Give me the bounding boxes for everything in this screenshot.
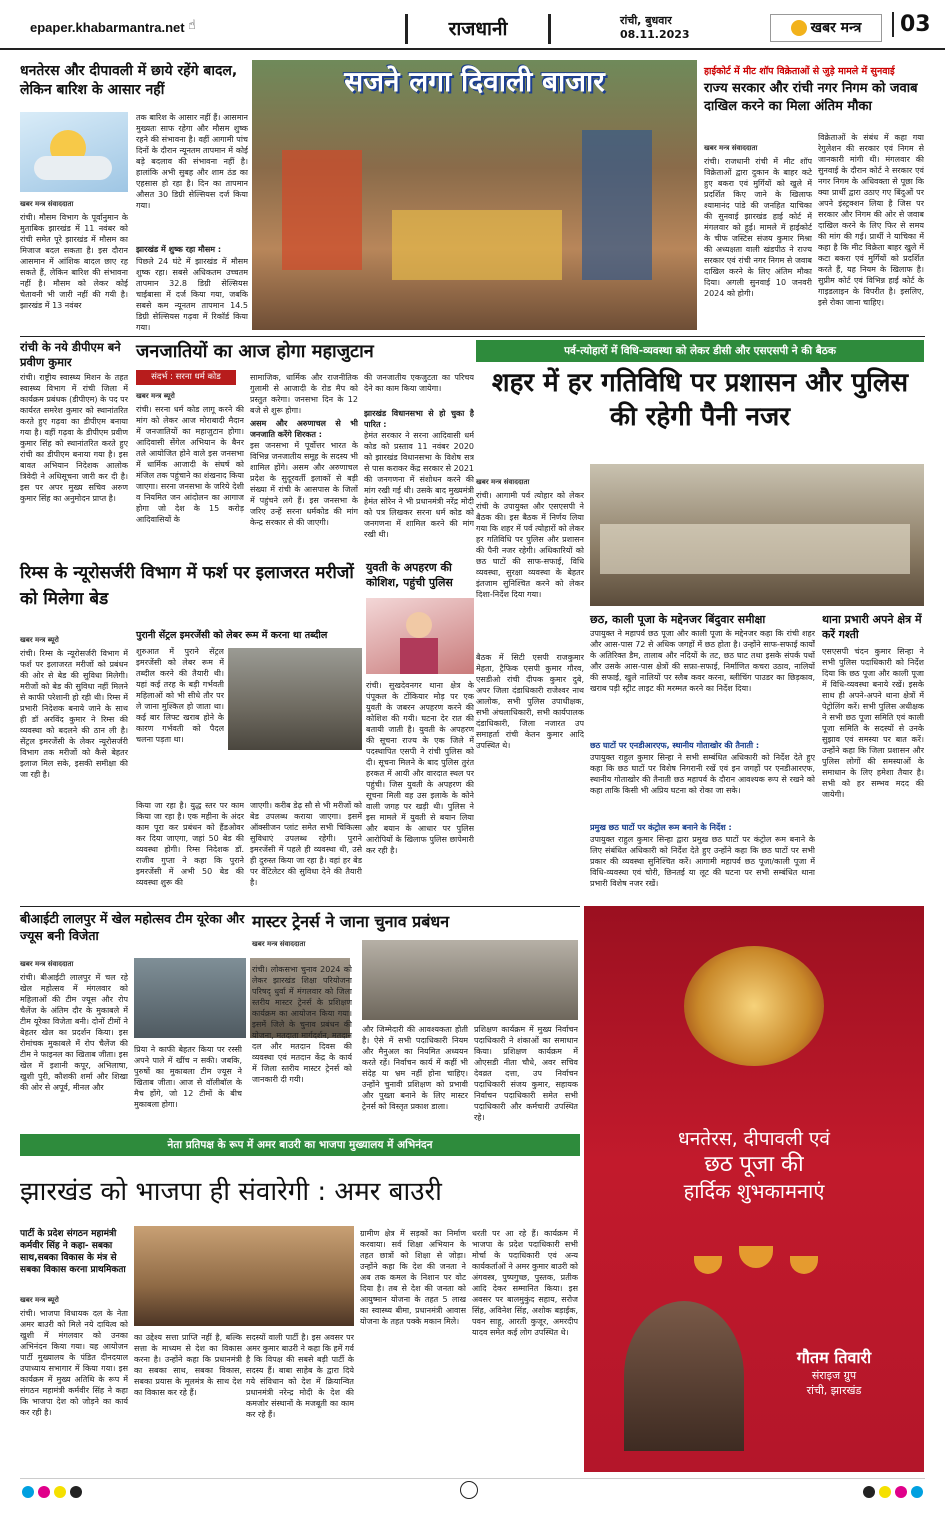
bauri-headline: झारखंड को भाजपा ही संवारेगी : अमर बाउरी bbox=[20, 1177, 442, 1207]
diya-icon bbox=[739, 1246, 773, 1268]
trainers-byline: खबर मन्त्र संवाददाता bbox=[252, 940, 306, 948]
weather-body-3: पिछले 24 घंटे में झारखंड में मौसम शुष्क रहा। सबसे अधिकतम उच्चतम तापमान 32.8 डिग्री सेल्सियस चाईबासा में दर्ज किया गया, जबकि सबसे कम न्यूनतम तापमान 14.5 डिग्री सेल्सियस गढ़वा में रिकॉर्ड किया गया। bbox=[136, 257, 248, 332]
masthead bbox=[0, 0, 945, 50]
tribal-byline: खबर मन्त्र ब्यूरो bbox=[136, 392, 175, 400]
bauri-photo bbox=[134, 1226, 354, 1326]
color-marks-left bbox=[20, 1483, 84, 1502]
bauri-body-3: सदस्यों वाली पार्टी है। इस अवसर पर अमर कुमार बाउरी ने कहा कि हमें गर्व है कि विपक्ष की सबसे बड़ी पार्टी के सदस्य हैं। बाबा साहेब के द्वारा दिये गये संविधान को देश में क्रियान्वित प्रधानमंत्री नरेन्द्र मोदी के देश की कमजोर संस्थानों के मजबूती का काम कर रहे हैं। bbox=[246, 1333, 354, 1419]
trainers-headline: मास्टर ट्रेनर्स ने जाना चुनाव प्रबंधन bbox=[252, 912, 450, 931]
divider bbox=[20, 336, 925, 337]
customer-figure bbox=[582, 130, 652, 280]
highcourt-headline: राज्य सरकार और रांची नगर निगम को जवाब दाखिल करने का मिला अंतिम मौका bbox=[704, 81, 918, 114]
rims-body-2: शुरुआत में पुराने सेंट्रल इमरजेंसी को लेबर रूम में तब्दील करने की तैयारी थी। यहां कई तरह के बड़ी गर्भवती महिलाओं को भी सीधे तौर पर ले जाना मुश्किल हो जाता था। कई बार लिफ्ट खराब होने के कारण गर्भवती को पैदल चलना पड़ता था। bbox=[136, 647, 224, 744]
tribal-tag: संदर्भ : सरना धर्म कोड bbox=[136, 370, 236, 385]
city-day: रांची, बुधवार bbox=[620, 14, 672, 27]
tribal-col-2: सामाजिक, धार्मिक और राजनीतिक गुलामी से आजादी के रोड मैप को प्रस्तुत करेगा। जनसभा दिन के 12 बजे से शुरू होगा। bbox=[250, 373, 358, 415]
admin-body-6: उपायुक्त राहुल कुमार सिन्हा द्वारा प्रमुख छठ घाटों पर कंट्रोल रूम बनाने के लिए संबंधित अधिकारी को निर्देश देते हुए उन्होंने कहा कि छठ घाटों पर सभी प्रकार की व्यवस्था सुनिश्चित करें। आगामी महापर्व छठ पूजा/काली पूजा में विधि-व्यवस्था एवं चोरी, छिनतई या लूट की घटना पर सभी सम्बंधित थाना प्रभारी विशेष नजर रखें। bbox=[590, 835, 815, 888]
admin-body-5: उपायुक्त राहुल कुमार सिन्हा ने सभी सम्बंधित अधिकारी को निर्देश देते हुए कहा कि छठ घाटों पर विशेष निगरानी रखें एवं इन जगहों पर एनडीआरएफ, स्थानीय गोताखोर की तैनाती छठ महापर्व के दौरान आवश्यक रूप से रखने को कहा ताकि किसी भी अप्रिय घटना को रोका जा सके। bbox=[590, 753, 815, 795]
admin-subhead-1: छठ, काली पूजा के मद्देनजर बिंदुवार समीक्षा bbox=[590, 613, 766, 626]
date-block bbox=[620, 14, 690, 42]
rims-photo-caption: पुरानी सेंट्रल इमरजेंसी को लेबर रूम में करना था तब्दील bbox=[136, 630, 328, 641]
ad-name: गौतम तिवारी bbox=[796, 1348, 872, 1367]
meeting-table bbox=[600, 524, 910, 574]
admin-byline: खबर मन्त्र संवाददाता bbox=[476, 478, 530, 486]
site-url[interactable]: epaper.khabarmantra.net bbox=[30, 20, 185, 35]
diwali-market-photo bbox=[252, 60, 697, 330]
tribal-subhead-1: असम और अरुणाचल से भी जनजाति करेंगे शिरकत : bbox=[250, 419, 358, 439]
ad-org: संराइज ग्रुप bbox=[811, 1369, 857, 1382]
crosshair-icon bbox=[460, 1481, 478, 1499]
cloud-icon bbox=[34, 156, 112, 180]
ad-signature bbox=[754, 1346, 914, 1398]
ad-place: रांची, झारखंड bbox=[806, 1384, 862, 1397]
admin-body-2: बैठक में सिटी एसपी राजकुमार मेहता, ट्रैफिक एसपी कुमार गौरव, एसडीओ रांची दीपक कुमार दुबे, अपर जिला दंडाधिकारी राजेश्वर नाथ आलोक, सभी पुलिस उपाधीक्षक, सभी अंचलाधिकारी, सभी कार्यपालक दंडाधिकारी, जिला नजारत उप समाहर्ता रांची केतन कुमार आदि उपस्थित थे। bbox=[476, 653, 584, 750]
admin-headline: शहर में हर गतिविधि पर प्रशासन और पुलिस की रहेगी पैनी नजर bbox=[491, 368, 909, 432]
brand-logo-icon bbox=[791, 20, 807, 36]
brand-name: खबर मन्त्र bbox=[810, 20, 862, 36]
highcourt-body-2: विक्रेताओं के संबंध में कहा गया रेगुलेशन की सरकार एवं निगम से जानकारी मांगी थी। मंगलवार की सुनवाई के दौरान कोर्ट ने सरकार एवं नगर निगम के अधिवक्ता से पूछा कि क्या प्रार्थी द्वारा उठाए गए बिंदुओं पर अपने इंस्ट्रक्शन लिया है जिस पर सरकार और निगम की ओर से जवाब दाखिल करने के लिए फिर से समय की मांग की गई। प्रार्थी ने याचिका में कहा है कि मीट विक्रेता बाहर खुले में कटा बकरा एवं मुर्गियों को प्रदर्शित करते हैं, यह नियम के खिलाफ है। सुप्रीम कोर्ट एवं विभिन्न हाई कोर्ट के गाइडलाइन के विपरीत है। इसलिए, इसे रोका जाना चाहिए। bbox=[818, 133, 924, 307]
bit-photo-1 bbox=[134, 958, 246, 1038]
bauri-body-5: धरती पर आ रहे हैं। कार्यक्रम में भाजपा के प्रदेश पदाधिकारी सभी मोर्चा के पदाधिकारी एवं अन्य कार्यकर्ताओं ने अमर कुमार बाउरी को अंगवस्त्र, पुष्पगुच्छ, पुस्तक, प्रतीक आदि देकर सम्मानित किया। इस अवसर पर बालमुकुंद सहाय, सरोज सिंह, अविनेश सिंह, अशोक बड़ाईक, पवन साहू, आरती कुजूर, अमरदीप यादव समेत कई लोग उपस्थित थे। bbox=[472, 1229, 578, 1337]
admin-subhead-2: छठ घाटों पर एनडीआरएफ, स्थानीय गोताखोर की तैनाती : bbox=[590, 741, 760, 750]
trainers-body-1: रांची। लोकसभा चुनाव 2024 को लेकर झारखंड शिक्षा परियोजना परिषद् धुर्वा में मंगलवार को जिला स्तरीय मास्टर ट्रेनर्स के प्रशिक्षण कार्यक्रम का आयोजन किया गया। इसमें जिले के चुनाव प्रबंधन की योजना, मतदाता मार्गदर्शन, मतदान दल और मतदान दिवस की व्यवस्था एवं मतदान केंद्र के कार्य में जिला स्तरीय मास्टर ट्रेनर्स को जानकारी दी गयी। bbox=[252, 965, 352, 1084]
weather-subhead: झारखंड में शुष्क रहा मौसम : bbox=[136, 245, 222, 254]
tribal-subhead-2: झारखंड विधानसभा से हो चुका है पारित : bbox=[364, 409, 474, 429]
lantern-stall bbox=[282, 150, 362, 270]
bit-body-2: प्रिया ने काफी बेहतर किया पर रस्सी अपने पाले में खींच न सकी। जबकि, पुरुषों का मुकाबला टीम ज्यूस ने खिताब जीता। आज से वॉलीबॉल के मैच होंगे, जो 12 टीमों के बीच मुकाबला होगा। bbox=[134, 1045, 242, 1109]
page-number: 03 bbox=[892, 12, 931, 37]
woman-figure bbox=[406, 612, 432, 638]
tribal-headline: जनजातियों का आज होगा महाजुटान bbox=[136, 341, 374, 362]
diya-stall bbox=[392, 210, 562, 280]
diwali-photo-title: सजने लगा दिवाली बाजार bbox=[344, 65, 605, 98]
ad-greeting-line-3: हार्दिक शुभकामनाएं bbox=[683, 1179, 825, 1203]
bauri-side-headline: पार्टी के प्रदेश संगठन महामंत्री कर्मवीर सिंह ने कहा- सबका साथ,सबका विकास के मंत्र से सबका विकास करना प्राथमिकता bbox=[20, 1229, 126, 1275]
weather-photo bbox=[20, 112, 128, 192]
woman-figure-body bbox=[400, 638, 438, 674]
ad-greeting-line-1: धनतेरस, दीपावली एवं bbox=[678, 1128, 830, 1150]
print-registration-strip bbox=[20, 1478, 925, 1499]
rims-body-4: जाएगी। करीब डेढ़ सौ से भी मरीजों को बेड उपलब्ध कराया जाएगा। इसमें ऑक्सीजन प्लांट समेत सभी चिकित्सा सुविधाएं उपलब्ध रहेगी। पुराने इमरजेंसी में पहले ही व्यवस्था थी, उसे ही दुरुस्त किया जा रहा है। वहां हर बेड पर वेंटिलेटर की सुविधा देने की तैयारी है। bbox=[250, 801, 362, 887]
issue-date: 08.11.2023 bbox=[620, 28, 690, 41]
cursor-icon: ☝ bbox=[188, 18, 196, 33]
kidnap-headline: युवती के अपहरण की कोशिश, पहुंची पुलिस bbox=[366, 561, 453, 589]
trainers-body-2: और जिम्मेदारी की आवश्यकता होती है। ऐसे में सभी पदाधिकारी नियम और मैनुअल का नियमित अध्ययन करते रहें। निर्वाचन कार्य में कहीं भी संदेह या भ्रम नहीं होना चाहिए। उन्होंने चुनावी प्रशिक्षण को प्रभावी और पुख्ता बनाने के लिए मास्टर ट्रेनर्स को विस्तृत प्रकाश डाला। bbox=[362, 1025, 468, 1111]
trainers-body-3: प्रशिक्षण कार्यक्रम में मुख्य निर्वाचन पदाधिकारी ने शंकाओं का समाधान किया। प्रशिक्षण कार्यक्रम में ओएसडी नीता चौधे, अवर सचिव देवव्रत दत्ता, उप निर्वाचन पदाधिकारी संजय कुमार, सहायक निर्वाचन पदाधिकारी समेत सभी पदाधिकारी और कर्मचारी उपस्थित रहे। bbox=[474, 1025, 578, 1122]
police-side-headline: थाना प्रभारी अपने क्षेत्र में करें गश्ती bbox=[822, 613, 922, 641]
rims-body-1: रांची। रिम्स के न्यूरोसर्जरी विभाग में फर्श पर इलाजरत मरीजों को प्रबंधन की ओर से बेड की सुविधा मिलेगी। मरीजों को बेड की सुविधा नहीं मिलने से काफी परेशानी हो रही थी। रिम्स में प्रभारी निदेशक बनाये जाने के साथ ही डॉ अरविंद कुमार ने रिम्स की व्यवस्था को बदलने की ठान ली है। सेंट्रल इमरजेंसी के लेकर न्यूरोसर्जरी विभाग तक मरीजों को कैसे बेहतर इलाज मिल सके, इसकी समीक्षा की जा रही है। bbox=[20, 649, 128, 779]
meeting-photo bbox=[590, 464, 924, 606]
bauri-byline: खबर मन्त्र ब्यूरो bbox=[20, 1296, 59, 1304]
bauri-body-1: रांची। भाजपा विधायक दल के नेता अमर बाउरी को मिले नये दायित्व को खुशी में मंगलवार को उनका अभिनंदन किया गया। यह आयोजन पार्टी मुख्यालय के पंडित दीनदयाल उपाध्याय सभागार में किया गया। इस कार्यक्रम में मुख्य अतिथि के रूप में संगठन महामंत्री कर्मवीर सिंह ने कहा कि भाजपा देश को जोड़ने का कार्य कर रही है। bbox=[20, 1309, 128, 1417]
police-side-body: एसएसपी चंदन कुमार सिन्हा ने सभी पुलिस पदाधिकारी को निर्देश दिया कि छठ पूजा और काली पूजा में विधि-व्यवस्था बनाये रखें। इसके साथ ही अपने-अपने थाना क्षेत्रों में पेट्रोलिंग करें। सभी पुलिस अधीक्षक ने सभी छठ पूजा समिति एवं काली पूजा समिति के सदस्यों से उनके सुझाव एवं समस्या पर बात करें। उन्होंने कहा कि जिला प्रशासन और पुलिस लोगों की समस्याओं के समाधान के लिए हमेशा तैयार है। सभी को हर सम्भव मदद की जायेगी। bbox=[822, 647, 924, 799]
tribal-col-3: की जनजातीय एकजुटता का परिचय देने का काम किया जायेगा। bbox=[364, 373, 474, 393]
kidnap-illustration bbox=[366, 598, 474, 674]
festival-greeting-ad[interactable] bbox=[584, 906, 924, 1472]
kalash-icon bbox=[684, 946, 824, 1066]
bit-byline: खबर मन्त्र संवाददाता bbox=[20, 960, 74, 968]
weather-body-1: रांची। मौसम विभाग के पूर्वानुमान के मुताबिक झारखंड में 11 नवंबर को रांची समेत पूरे झारखंड में मौसम का मिजाज बदल सकता है। इस दौरान आसमान में आंशिक बादल छाए रह सकते हैं, लेकिन बारिश की संभावना नहीं है। मौसम को लेकर कोई चेतावनी भी जारी नहीं की गयी है। झारखंड में 13 नवंबर bbox=[20, 213, 128, 310]
bauri-body-2: का उद्देश्य सत्ता प्राप्ति नहीं है, बल्कि सत्ता के माध्यम से देश का विकास करना है। उन्होंने कहा कि प्रधानमंत्री का सबका साथ, सबका विकास, सबका प्रयास के मूलमंत्र के साथ देश का विकास कर रहे हैं। bbox=[134, 1333, 242, 1397]
weather-byline: खबर मन्त्र संवाददाता bbox=[20, 200, 74, 208]
bauri-band: नेता प्रतिपक्ष के रूप में अमर बाउरी का भाजपा मुख्यालय में अभिनंदन bbox=[20, 1134, 580, 1156]
weather-headline: धनतेरस और दीपावली में छाये रहेंगे बादल, लेकिन बारिश के आसार नहीं bbox=[20, 63, 238, 98]
highcourt-body-1: रांची। राजधानी रांची में मीट शॉप विक्रेताओं द्वारा दुकान के बाहर कटे हुए बकरा एवं मुर्गियों को खुले में प्रदर्शित किए जाने के खिलाफ श्यामानंद पांडे की जनहित याचिका की सुनवाई झारखंड हाई कोर्ट में मंगलवार को हुई। मामले में हाईकोर्ट के चीफ जस्टिस संजय कुमार मिश्रा की अध्यक्षता वाली खंडपीठ ने राज्य सरकार एवं रांची नगर निगम से जवाब दाखिल करने के लिए अंतिम मौका दिया। अगली सुनवाई 10 जनवरी 2024 को होगी। bbox=[704, 157, 812, 298]
bauri-body-4: ग्रामीण क्षेत्र में सड़कों का निर्माण करवाया। सर्व शिक्षा अभियान के तहत छात्रों को शिक्षा से जोड़ा। उन्होंने कहा कि देश की जनता ने अब तक कमल के निशान पर वोट दिया है। तब से देश की जनता को आयुष्मान योजना के तहत 5 लाख का स्वास्थ्य बीमा, प्रधानमंत्री आवास योजना के तहत पक्के मकान मिले। bbox=[360, 1229, 466, 1326]
dpm-body: रांची। राष्ट्रीय स्वास्थ्य मिशन के तहत स्वास्थ्य विभाग में रांची जिला में कार्यक्रम प्रबंधक (डीपीएम) के पद पर कार्यरत समरेश कुमार को स्थानांतरित करते हुए गढ़वा का डीपीएम बनाया गया है। वहीं गढ़वा के डीपीएम प्रवीण कुमार सिंह को स्थानांतरित करते हुए रांची का डीपीएम बनाया गया है। इस बावत अभियान निदेशक आलोक त्रिवेदी ने अधिसूचना जारी कर दी है। इस पर अपर मुख्य सचिव अरुण कुमार सिंह का अनुमोदन प्राप्त है। bbox=[20, 373, 128, 503]
weather-body-2: तक बारिश के आसार नहीं हैं। आसमान मुख्यतः साफ रहेगा और मौसम शुष्क रहने की संभावना है। वहीं आगामी पांच दिनों के दौरान न्यूनतम तापमान में कोई बड़े बदलाव की संभावना नहीं है। हालांकि अभी सुबह और शाम ठंड का एहसास हो रहा है। दिन का तापमान औसत 30 डिग्री सेल्सियस दर्ज किया गया। bbox=[136, 113, 248, 210]
rims-body-3: किया जा रहा है। युद्ध स्तर पर काम किया जा रहा है। एक महीना के अंदर काम पूरा कर प्रबंधन को हैंडओवर कर दिया जाएगा, जहां 50 बेड की व्यवस्था होगी। रिम्स निदेशक डॉ. राजीव गुप्ता ने कहा कि पुराने इमरजेंसी में अभी 50 बेड की व्यवस्था शुरू की bbox=[136, 801, 244, 887]
section-title: राजधानी bbox=[405, 14, 551, 44]
rims-byline: खबर मन्त्र ब्यूरो bbox=[20, 636, 59, 644]
advertiser-portrait bbox=[624, 1301, 744, 1451]
rims-photo bbox=[228, 648, 362, 750]
bit-body-1: रांची। बीआईटी लालपुर में चल रहे खेल महोत्सव में मंगलवार को महिलाओं की टीम ज्यूस और रोप चैलेंज के अंतिम दौर के मुकाबले में टीम यूरेका विजेता बनी। दोनों टीमों ने बेहतर खेल का प्रदर्शन किया। इस रोमांचक मुकाबले में रोप चैलेंज की टीम ने फाइनल का खिताब जीता। इस खेल में इशानी कपूर, अभिलाषा, खुशी पुरी, कौशकी शर्मा और शिखा की ओर से अपूर्व, मीनल और bbox=[20, 973, 128, 1092]
highcourt-kicker: हाईकोर्ट में मीट शॉप विक्रेताओं से जुड़े मामले में सुनवाई bbox=[704, 66, 895, 77]
ad-greeting bbox=[604, 1126, 904, 1204]
tribal-col-1: रांची। सरना धर्म कोड लागू करने की मांग को लेकर आज मोराबादी मैदान में जनजातियों का महाजुटान होगा। आदिवासी सेंगेल अभियान के बैनर तले आयोजित होने वाले इस जनसभा में धार्मिक आजादी के संघर्ष को मंजिल तक पहुंचाने का शंखनाद किया जाएगा। सरना जनसभा के जरिये देशी व नियमित जन आंदोलन का आगाज होगा जो देश के 15 करोड़ आदिवासियों के bbox=[136, 405, 244, 524]
admin-body-4: उपायुक्त ने महापर्व छठ पूजा और काली पूजा के मद्देनजर कहा कि रांची शहर और आस-पास 72 से अधिक जगहों में छठ होता है। उन्होंने साफ-सफाई कार्यों के अतिरिक्त डैम, तालाब और नदियों के तट, छठ घाट तथा इसके संपर्क पथों और उसके आस-पास क्षेत्रों की सफ़ा-सफाई, निर्माणित कचरा उठाव, नालियों की सफाई, खुले नालियों पर स्लैब कवर करना, ब्लीचिंग पाउडर का छिड़काव, खराब पड़ी स्ट्रीट लाइट की मरम्मत करने का निर्देश दिया। bbox=[590, 629, 815, 693]
admin-subhead-3: प्रमुख छठ घाटों पर कंट्रोल रूम बनाने के निर्देश : bbox=[590, 823, 732, 832]
highcourt-byline: खबर मन्त्र संवाददाता bbox=[704, 144, 758, 152]
kidnap-body: रांची। सुखदेवनगर थाना क्षेत्र के पंपूकल के टोंकियार मोड़ पर एक युवती के जबरन अपहरण करने की कोशिश की गयी। घटना देर रात की बतायी जाती है। युवती के अपहरण की सूचना राज्य के एक जिले में पदस्थापित एसपी ने रांची पुलिस को दी। सूचना मिलने के बाद पुलिस तुरंत हरकत में आयी और वारदात स्थल पर पहुंची। जिस युवती के अपहरण की सूचना मिली वह उस इलाके के कोने वाली जगह पर खड़ी थी। पुलिस ने इस मामले में युवती से बयान लिया और बयान के आधार पर पुलिस आरोपियों के खिलाफ पुलिस छापेमारी कर रही है। bbox=[366, 681, 474, 855]
diya-icon bbox=[694, 1256, 722, 1274]
tribal-col-3b: हेमंत सरकार ने सरना आदिवासी धर्म कोड को प्रस्ताव 11 नवंबर 2020 को झारखंड विधानसभा के विशेष सत्र से पास कराकर केंद्र सरकार से 2021 की जनगणना में संशोधन करने की मांग रखी गई थी। उसके बाद मुख्यमंत्री हेमंत सोरेन ने भी प्रधानमंत्री नरेंद्र मोदी को पत्र लिखकर सरना धर्म कोड को जनगणना में शामिल करने की मांग रखी थी। bbox=[364, 431, 474, 539]
rims-headline: रिम्स के न्यूरोसर्जरी विभाग में फर्श पर इलाजरत मरीजों को मिलेगा बेड bbox=[20, 563, 354, 609]
brand-logo bbox=[770, 14, 882, 42]
diya-icon bbox=[790, 1256, 818, 1274]
ad-greeting-line-2: छठ पूजा की bbox=[704, 1152, 804, 1177]
admin-band: पर्व-त्योहारों में विधि-व्यवस्था को लेकर डीसी और एसएसपी ने की बैठक bbox=[476, 340, 924, 362]
tribal-col-2b: इस जनसभा में पूर्वोत्तर भारत के विभिन्न जनजातीय समूह के सदस्य भी शामिल होंगे। असम और अरुणाचल प्रदेश के सुदूरवर्ती इलाकों से बड़ी संख्या में रांची के आसपास के जिलों में पहुंचने लगे हैं। इस जनसभा के जरिए उन्हें सरना धर्मकोड की मांग केन्द्र सरकार से की जाएगी। bbox=[250, 441, 358, 527]
color-marks-right bbox=[861, 1483, 925, 1502]
admin-body-1: रांची। आगामी पर्व त्योहार को लेकर रांची के उपायुक्त और एसएसपी ने बैठक की। इस बैठक में निर्णय लिया गया कि शहर में पर्व त्योहारों को लेकर हर गतिविधि पर पुलिस और प्रशासन की पैनी नजर रहेगी। अधिकारियों को छठ घाटों की साफ-सफाई, विधि व्यवस्था, सुरक्षा व्यवस्था के बेहतर इंतजाम सुनिश्चित करने को लेकर दिशा-निर्देश दिया गया। bbox=[476, 491, 584, 599]
trainers-photo bbox=[362, 940, 578, 1020]
dpm-headline: रांची के नये डीपीएम बने प्रवीण कुमार bbox=[20, 340, 121, 369]
divider bbox=[20, 906, 580, 907]
bit-headline: बीआईटी लालपुर में खेल महोत्सव टीम यूरेका और ज्यूस बनी विजेता bbox=[20, 911, 245, 943]
